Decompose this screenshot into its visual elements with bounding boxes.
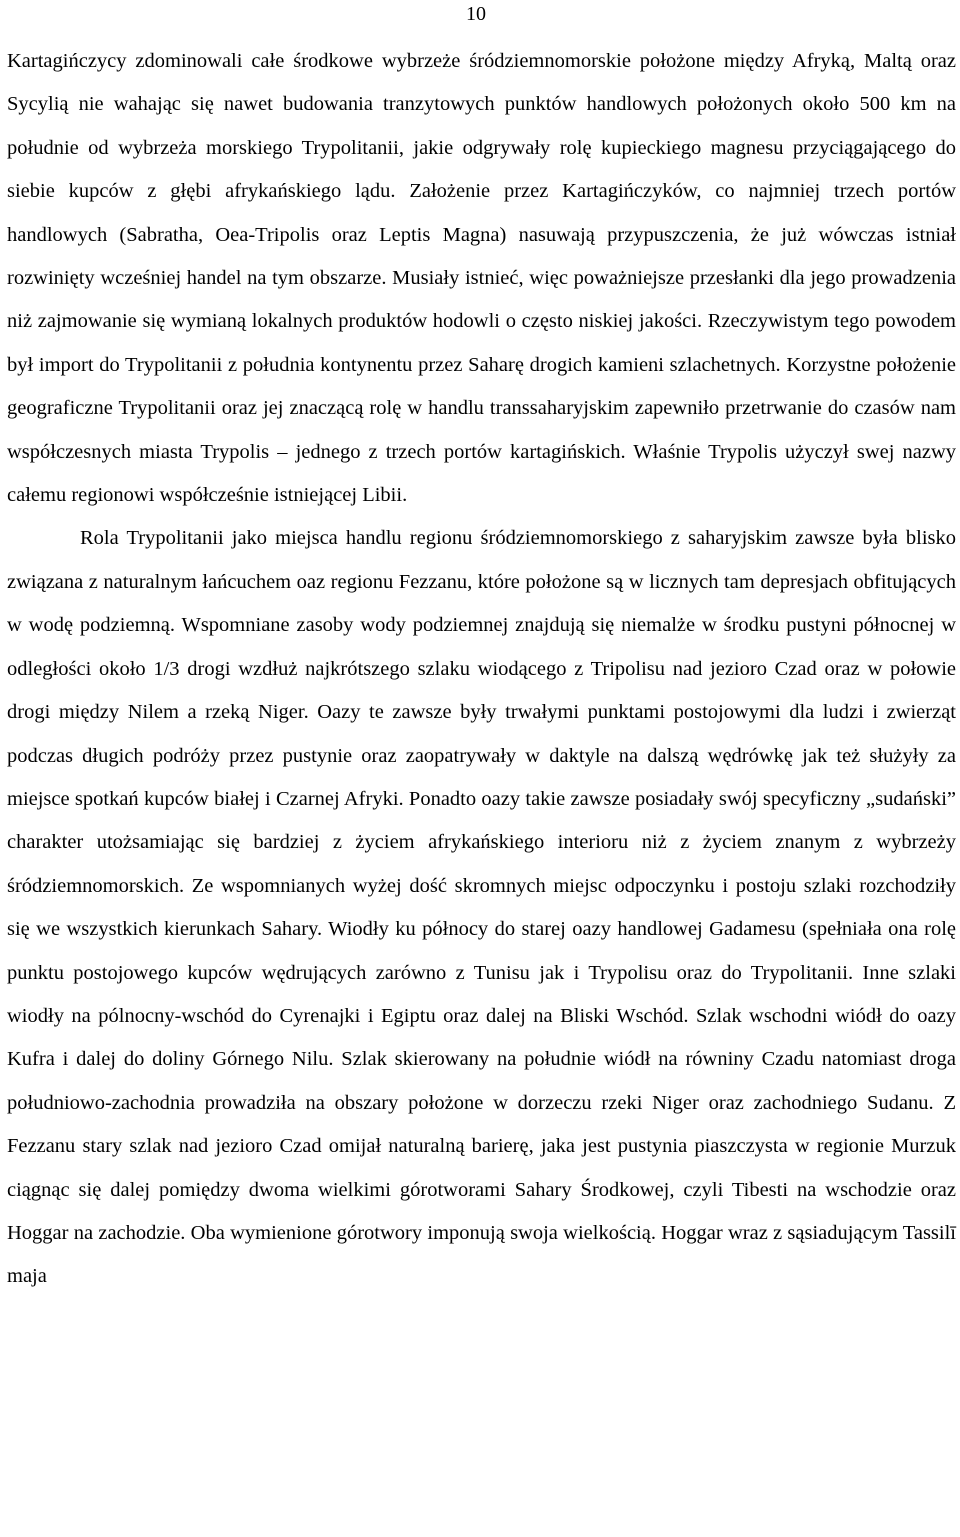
body-text (7, 40, 956, 1299)
page-number: 10 (466, 3, 486, 25)
paragraph-tripolitania-role: Rola Trypolitanii jako miejsca handlu regionu śródziemnomorskiego z saharyjskim zawsze była blisko związana z naturalnym łańcuchem oaz regionu Fezzanu, które położone są w licznych tam depresjach obfitujących w wodę podziemną. Wspomniane zasoby wody podziemnej znajdują się niemalże w środku pustyni północnej w odległości około 1/3 drogi wzdłuż najkrótszego szlaku wiodącego z Tripolisu nad jezioro Czad oraz w połowie drogi między Nilem a rzeką Niger. Oazy te zawsze były trwałymi punktami postojowymi dla ludzi i zwierząt podczas długich podróży przez pustynie oraz zaopatrywały w daktyle na dalszą wędrówkę jak też służyły za miejsce spotkań kupców białej i Czarnej Afryki. Ponadto oazy takie zawsze posiadały swój specyficzny „sudański” charakter utożsamiając się bardziej z życiem afrykańskiego interioru niż z życiem znanym z wybrzeży śródziemnomorskich. Ze wspomnianych wyżej dość skromnych miejsc odpoczynku i postoju szlaki rozchodziły się we wszystkich kierunkach Sahary. Wiodły ku północy do starej oazy handlowej Gadamesu (spełniała ona rolę punktu postojowego kupców wędrujących zarówno z Tunisu jak i Trypolisu oraz do Trypolitanii. Inne szlaki wiodły na pólnocny-wschód do Cyrenajki i Egiptu oraz dalej na Bliski Wschód. Szlak wschodni wiódł do oazy Kufra i dalej do doliny Górnego Nilu. Szlak skierowany na południe wiódł na równiny Czadu natomiast droga południowo-zachodnia prowadziła na obszary położone w dorzeczu rzeki Niger oraz zachodniego Sudanu. Z Fezzanu stary szlak nad jezioro Czad omijał naturalną barierę, jaka jest pustynia piaszczysta w regionie Murzuk ciągnąc się dalej pomiędzy dwoma wielkimi górotworami Sahary Środkowej, czyli Tibesti na wschodzie oraz Hoggar na zachodzie. Oba wymienione górotwory imponują swoja wielkością. Hoggar wraz z sąsiadującym Tassilī maja (7, 527, 956, 1288)
paragraph-carthaginian-trade: Kartagińczycy zdominowali całe środkowe wybrzeże śródziemnomorskie położone między Afryką, Maltą oraz Sycylią nie wahając się nawet budowania tranzytowych punktów handlowych położonych około 500 km na południe od wybrzeża morskiego Trypolitanii, jakie odgrywały rolę kupieckiego magnesu przyciągającego do siebie kupców z głębi afrykańskiego lądu. Założenie przez Kartagińczyków, co najmniej trzech portów handlowych (Sabratha, Oea-Tripolis oraz Leptis Magna) nasuwają przypuszczenia, że już wówczas istniał rozwinięty wcześniej handel na tym obszarze. Musiały istnieć, więc poważniejsze przesłanki dla jego prowadzenia niż zajmowanie się wymianą lokalnych produktów hodowli o często niskiej jakości. Rzeczywistym tego powodem był import do Trypolitanii z południa kontynentu przez Saharę drogich kamieni szlachetnych. Korzystne położenie geograficzne Trypolitanii oraz jej znaczącą rolę w handlu transsaharyjskim zapewniło przetrwanie do czasów nam współczesnych miasta Trypolis – jednego z trzech portów kartagińskich. Właśnie Trypolis użyczył swej nazwy całemu regionowi współcześnie istniejącej Libii. (7, 50, 956, 507)
